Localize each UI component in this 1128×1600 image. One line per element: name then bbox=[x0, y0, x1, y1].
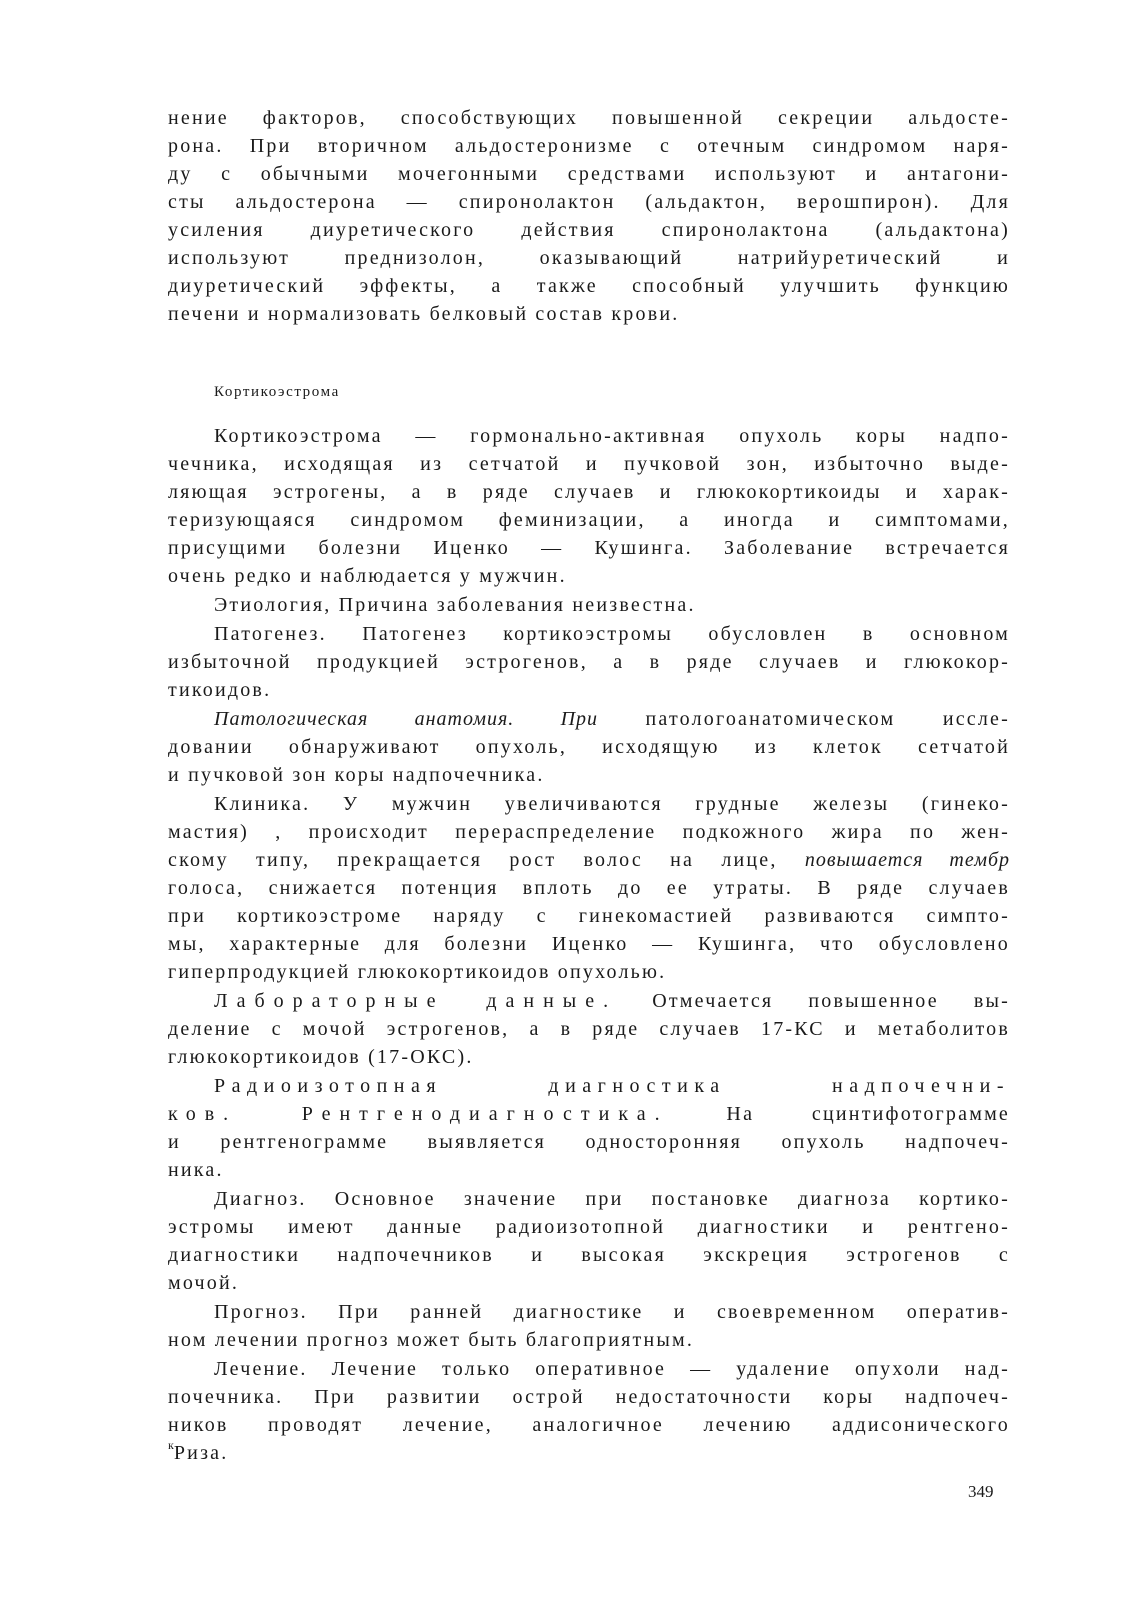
text-line: диагностики надпочечников и высокая экскреция эстрогенов с bbox=[168, 1244, 1010, 1266]
text-line: деление с мочой эстрогенов, а в ряде случаев 17-КС и метаболитов bbox=[168, 1018, 1010, 1040]
text-line bbox=[168, 1439, 1010, 1467]
text-line bbox=[168, 1100, 1010, 1128]
page-number: 349 bbox=[968, 1482, 994, 1501]
text-line: мастия) , происходит перераспределение подкожного жира по жен- bbox=[168, 821, 1010, 843]
text-line: мочой. bbox=[168, 1272, 240, 1294]
text-line: ляющая эстрогены, а в ряде случаев и глюкокортикоиды и харак- bbox=[168, 481, 1010, 503]
text-line: при кортикоэстроме наряду с гинекомастией развиваются симпто- bbox=[168, 905, 1010, 927]
text-line: тикоидов. bbox=[168, 679, 272, 701]
text-line bbox=[168, 846, 1010, 874]
section-heading: Кортикоэстрома bbox=[214, 384, 340, 400]
text-line: Этиология, Причина заболевания неизвестна. bbox=[214, 594, 696, 616]
text-line: ду с обычными мочегонными средствами используют и антагони- bbox=[168, 163, 1010, 185]
text-line: голоса, снижается потенция вплоть до ее утраты. В ряде случаев bbox=[168, 877, 1010, 899]
text-line: Кортикоэстрома — гормонально-активная опухоль коры надпо- bbox=[214, 425, 1010, 447]
text-line: Клиника. У мужчин увеличиваются грудные железы (гинеко- bbox=[214, 793, 1010, 815]
text-line: используют преднизолон, оказывающий натрийуретический и bbox=[168, 247, 1010, 269]
text-line: Радиоизотопная диагностика надпочечни- bbox=[214, 1075, 1010, 1097]
text-line: присущими болезни Иценко — Кушинга. Заболевание встречается bbox=[168, 537, 1010, 559]
italic-text: повышается тембр bbox=[804, 849, 1011, 871]
text-line: и пучковой зон коры надпочечника. bbox=[168, 764, 545, 786]
text-span: Отмечается повышенное вы- bbox=[652, 990, 1010, 1012]
text-span: патологоанатомическом иссле- bbox=[645, 708, 1010, 730]
text-line: глюкокортикоидов (17-ОКС). bbox=[168, 1046, 474, 1068]
text-line bbox=[214, 987, 1010, 1015]
text-line: рона. При вторичном альдостеронизме с отечным синдромом наря- bbox=[168, 135, 1010, 157]
text-line: ном лечении прогноз может быть благоприятным. bbox=[168, 1329, 695, 1351]
text-line: довании обнаруживают опухоль, исходящую из клеток сетчатой bbox=[168, 736, 1010, 758]
italic-label: Патологическая анатомия. При bbox=[214, 708, 599, 730]
text-line: Диагноз. Основное значение при постановке диагноза кортико- bbox=[214, 1188, 1010, 1210]
text-line bbox=[214, 705, 1010, 733]
text-line: Лечение. Лечение только оперативное — удаление опухоли над- bbox=[214, 1358, 1010, 1380]
text-line: почечника. При развитии острой недостаточности коры надпочеч- bbox=[168, 1386, 1010, 1408]
text-line: избыточной продукцией эстрогенов, а в ряде случаев и глюкокор- bbox=[168, 651, 1010, 673]
text-line: гиперпродукцией глюкокортикоидов опухолью. bbox=[168, 961, 667, 983]
spaced-label: Лабораторные данные. bbox=[214, 990, 618, 1012]
text-line: нение факторов, способствующих повышенной секреции альдосте- bbox=[168, 107, 1010, 129]
text-line: сты альдостерона — спиронолактон (альдактон, верошпирон). Для bbox=[168, 191, 1010, 213]
text-line: мы, характерные для болезни Иценко — Кушинга, что обусловлено bbox=[168, 933, 1010, 955]
text-span: скому типу, прекращается рост волос на лице, bbox=[168, 849, 778, 871]
text-line: очень редко и наблюдается у мужчин. bbox=[168, 565, 567, 587]
text-line: ников проводят лечение, аналогичное лечению аддисонического bbox=[168, 1414, 1010, 1436]
text-line: Прогноз. При ранней диагностике и своевременном оператив- bbox=[214, 1301, 1010, 1323]
text-line: Патогенез. Патогенез кортикоэстромы обусловлен в основном bbox=[214, 623, 1010, 645]
text-line: усиления диуретического действия спиронолактона (альдактона) bbox=[168, 219, 1010, 241]
spaced-label: ков. Рентгенодиагностика. bbox=[168, 1103, 669, 1125]
text-line: эстромы имеют данные радиоизотопной диагностики и рентгено- bbox=[168, 1216, 1010, 1238]
text-line: теризующаяся синдромом феминизации, а иногда и симптомами, bbox=[168, 509, 1010, 531]
text-line: ника. bbox=[168, 1159, 224, 1181]
text-line: диуретический эффекты, а также способный улучшить функцию bbox=[168, 275, 1010, 297]
text-line: чечника, исходящая из сетчатой и пучковой зон, избыточно выде- bbox=[168, 453, 1010, 475]
text-line: печени и нормализовать белковый состав крови. bbox=[168, 303, 680, 325]
text-span: Риза. bbox=[173, 1442, 229, 1464]
text-line: и рентгенограмме выявляется односторонняя опухоль надпочеч- bbox=[168, 1131, 1010, 1153]
text-span: На сцинтифотограмме bbox=[726, 1103, 1010, 1125]
superscript: к bbox=[168, 1438, 174, 1452]
